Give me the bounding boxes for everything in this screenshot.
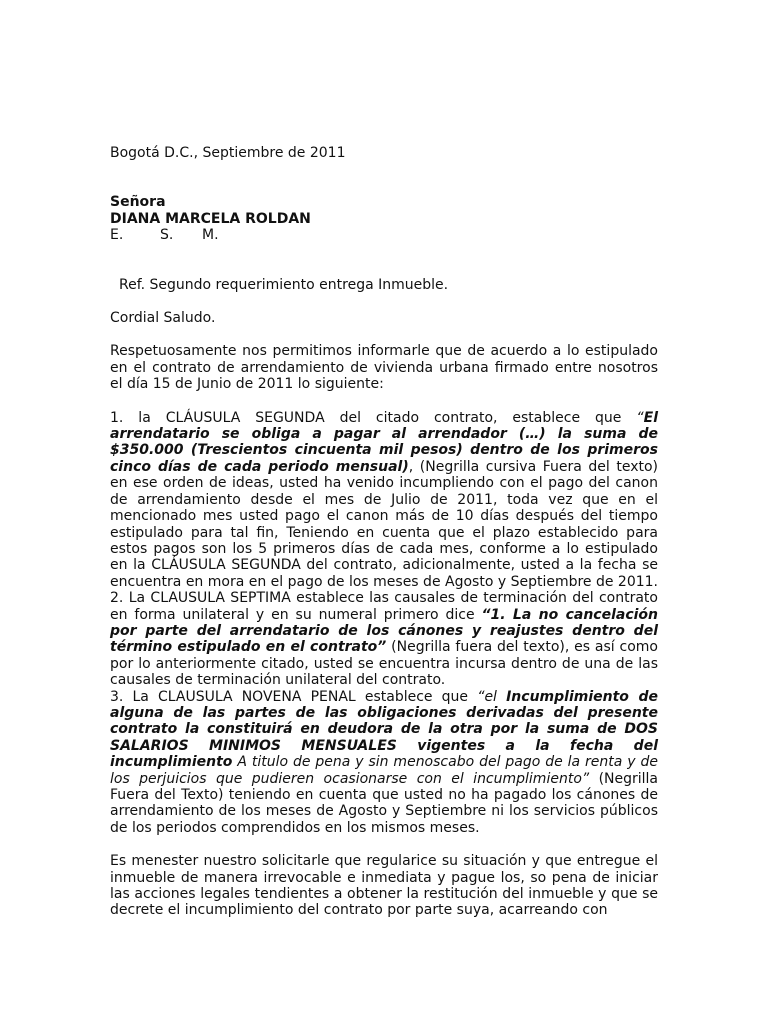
clause-3-quote: Incumplimiento de alguna de las partes de las obligaciones derivadas del presente contrato la constituirá en deudora de la otra por la suma de DOS SALARIOS MINIMOS MENSUALES vigentes a la fecha del incumplimiento: [110, 688, 658, 771]
clause-1-rest: , (Negrilla cursiva Fuera del texto) en ese orden de ideas, usted ha venido incumpliendo con el pago del canon de arrendamiento desde el mes de Julio de 2011, toda vez que en el mencionado mes usted pago el canon más de 10 días después del tiempo estipulado para tal fin, Teniendo en cuenta que el plazo establecido para estos pagos son los 5 primeros días de cada mes, conforme a lo estipulado en la CLÁUSULA SEGUNDA del contrato, adicionalmente, usted a la fecha se encuentra en mora en el pago de los meses de Agosto y Septiembre de 2011.: [110, 458, 659, 590]
clause-1-quote: El arrendatario se obliga a pagar al arrendador (…) la suma de $350.000 (Trescientos cincuenta mil pesos) dentro de los primeros cinco días de cada periodo mensual): [110, 409, 658, 475]
closing-paragraph: Es menester nuestro solicitarle que regularice su situación y que entregue el inmueble de manera irrevocable e inmediata y pague los, so pena de iniciar las acciones legales tendientes a obtener la restitución del inmueble y que se decrete el incumplimiento del contrato por parte suya, acarreando con: [110, 853, 658, 919]
esm-line: [110, 227, 658, 243]
esm-e: E.: [110, 227, 124, 244]
intro-paragraph: Respetuosamente nos permitimos informarle que de acuerdo a lo estipulado en el contrato de arrendamiento de vivienda urbana firmado entre nosotros el día 15 de Junio de 2011 lo siguiente:: [110, 343, 658, 393]
clause-1-lead: 1. la CLÁUSULA SEGUNDA del citado contrato, establece que: [110, 409, 637, 426]
esm-s: S.: [160, 227, 174, 244]
clause-3-italic: A titulo de pena y sin menoscabo del pago de la renta y de los perjuicios que pudieren ocasionarse con el incumplimiento”: [110, 754, 658, 787]
letter-date: Bogotá D.C., Septiembre de 2011: [110, 145, 346, 161]
clause-3-rest: (Negrilla Fuera del Texto) teniendo en cuenta que usted no ha pagado los cánones de arrendamiento de los meses de Agosto y Septiembre ni los servicios públicos de los periodos comprendidos en los mismos meses.: [110, 770, 659, 836]
clause-1: [110, 410, 658, 590]
recipient-name: DIANA MARCELA ROLDAN: [110, 210, 311, 227]
esm-m: M.: [202, 227, 219, 244]
clause-2-quote: “1. La no cancelación por parte del arrendatario de los cánones y reajustes dentro del término estipulado en el contrato”: [110, 606, 659, 656]
clause-3: [110, 689, 658, 837]
clause-2-rest: (Negrilla fuera del texto), es así como por lo anteriormente citado, usted se encuentra incursa dentro de una de las causales de terminación unilateral del contrato.: [110, 639, 658, 689]
clause-2-lead: 2. La CLAUSULA SEPTIMA establece las causales de terminación del contrato en forma unilateral y en su numeral primero dice: [110, 590, 658, 623]
salutation-title: Señora: [110, 194, 166, 211]
clause-2: [110, 590, 658, 688]
reference-line: Ref. Segundo requerimiento entrega Inmueble.: [119, 276, 449, 293]
greeting: Cordial Saludo.: [110, 310, 216, 327]
clauses-list: [110, 410, 658, 837]
clause-3-lead: 3. La CLAUSULA NOVENA PENAL establece que: [110, 688, 478, 705]
clause-1-quote-open: “: [636, 409, 644, 426]
clause-3-quote-open: “el: [477, 688, 507, 705]
recipient-block: [110, 194, 658, 243]
